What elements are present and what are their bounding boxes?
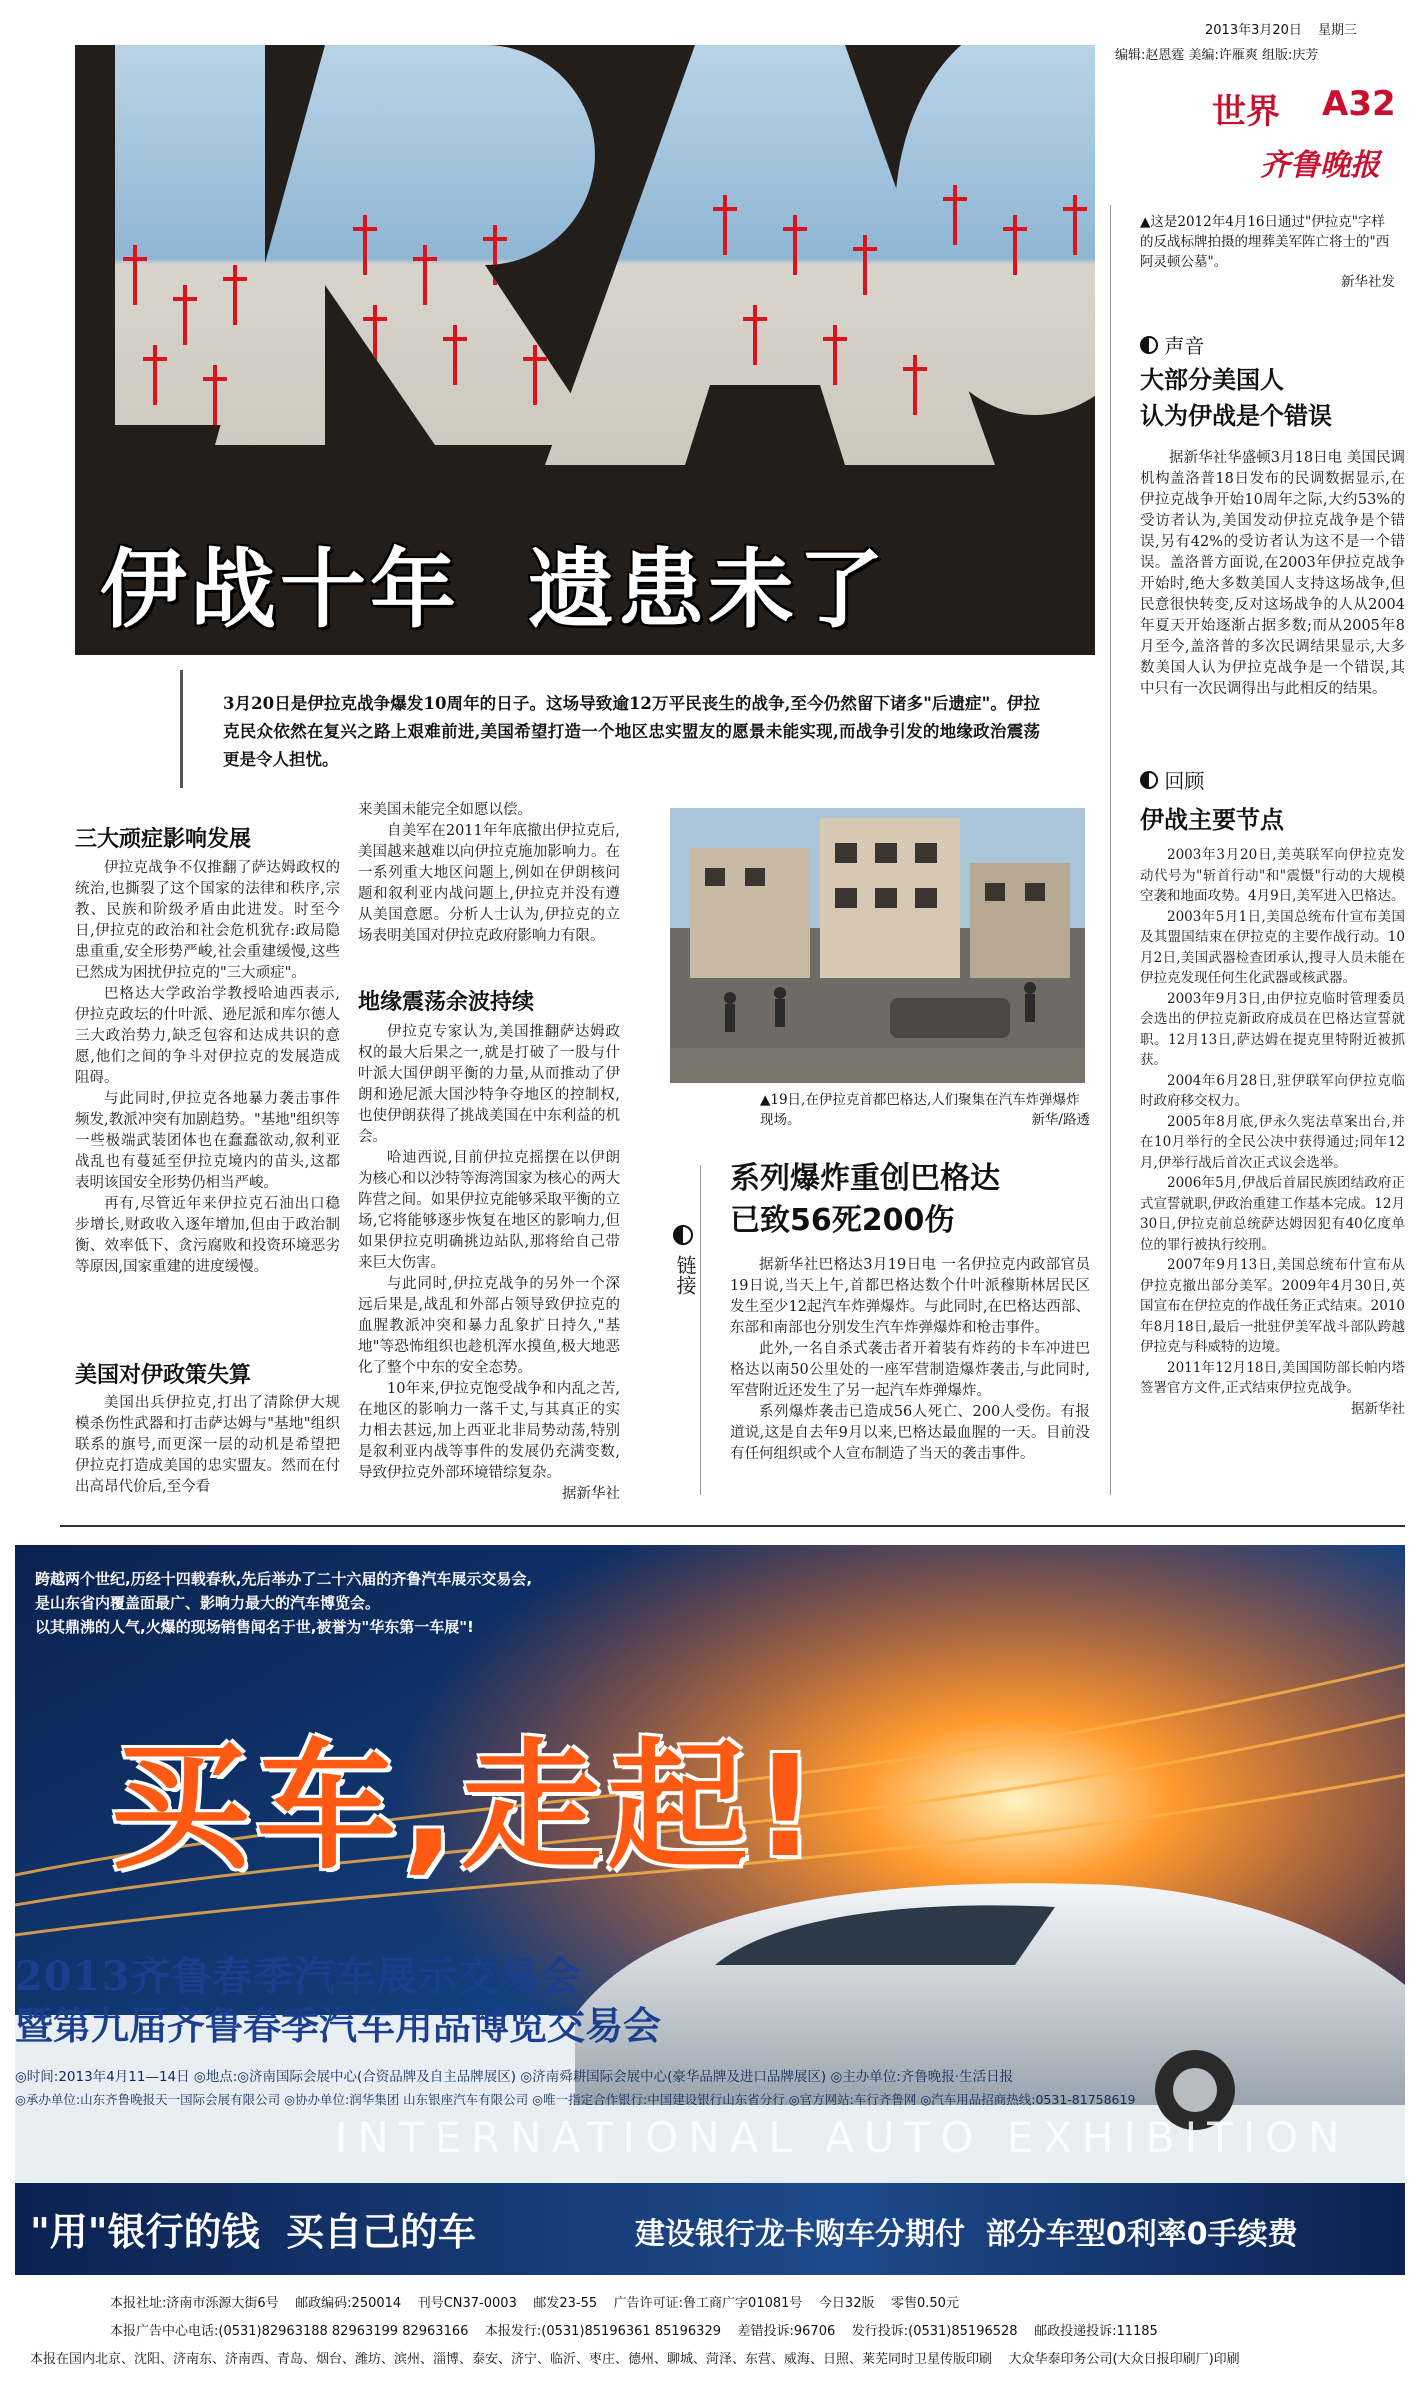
voice-tag-text: 声音 [1164,334,1205,358]
paragraph: 2006年5月,伊战后首届民族团结政府正式宣誓就职,伊政治重建工作基本完成。12月30日,伊拉克前总统萨达姆因犯有40亿度单位的罪行被执行绞刑。 [1140,1175,1405,1253]
ad-title-1: 2013齐鲁春季汽车展示交易会 [15,1953,582,2000]
lead-photo [75,45,1095,655]
paragraph: 再有,尽管近年来伊拉克石油出口稳步增长,财政收入逐年增加,但由于政治制衡、效率低下、贪污腐败和投资环境恶劣等原因,国家重建的进度缓慢。 [75,1196,340,1275]
footer [30,2290,1400,2374]
paragraph: 2003年3月20日,美英联军向伊拉克发动代号为"斩首行动"和"震慑"行动的大规模空袭和地面攻势。4月9日,美军进入巴格达。 [1140,847,1405,904]
paragraph: 系列爆炸袭击已造成56人死亡、200人受伤。有报道说,这是自去年9月以来,巴格达最血腥的一天。目前没有任何组织或个人宣布制造了当天的袭击事件。 [730,1404,1090,1462]
photo2-credit: 新华/路透 [1031,1112,1090,1128]
voice-headline [1140,362,1332,434]
paragraph: 据新华社华盛顿3月18日电 美国民调机构盖洛普18日发布的民调数据显示,在伊拉克战争开始10周年之际,大约53%的受访者认为,美国发动伊拉克战争是个错误,另有42%的受访者认为这不是一个错误。盖洛普方面说,在2003年伊拉克战争开始时,绝大多数美国人支持这场战争,但民意很快转变,反对这场战争的人从2004年夏天开始逐渐占据多数;而从2005年8月至今,盖洛普的多次民调结果显示,大多数美国人认为伊拉克战争是一个错误,其中只有一次民调得出与此相反的结果。 [1140,450,1405,697]
paragraph: 2005年8月底,伊永久宪法草案出台,并在10月举行的全民公决中获得通过;同年12月,伊举行战后首次正式议会选举。 [1140,1113,1405,1171]
masthead-date [1205,22,1405,39]
review-icon [1140,771,1158,789]
paragraph: 10年来,伊拉克饱受战争和内乱之苦,在地区的影响力一落千丈,与其真正的实力相去甚远,加上西亚北非局势动荡,特别是叙利亚内战等事件的发展仍充满变数,导致伊拉克外部环境错综复杂。 [358,1381,620,1481]
baghdad-photo-art [670,808,1085,1083]
lead-headline: 伊战十年 遗患未了 [100,540,888,640]
voice-tag [1140,330,1204,359]
paragraph: 据新华社巴格达3月19日电 一名伊拉克内政部官员19日说,当天上午,首都巴格达数个什叶派穆斯林居民区发生至少12起汽车炸弹爆炸。与此同时,在巴格达西部、东部和南部也分别发生汽车炸弹爆炸和枪击事件。 [730,1257,1090,1336]
link-text [730,1255,1090,1465]
paragraph: 2004年6月28日,驻伊联军向伊拉克临时政府移交权力。 [1140,1072,1405,1109]
ad-intro-line: 以其鼎沸的人气,火爆的现场销售闻名于世,被誉为"华东第一车展"! [35,1618,474,1636]
link-headline-1: 系列爆炸重创巴格达 [730,1161,1000,1196]
baghdad-photo [670,808,1085,1083]
link-divider [700,1165,701,1495]
ad-background-art [15,1545,1405,2275]
footer-line: 本报广告中心电话:(0531)82963188 82963199 82963166 本报发行:(0531)85196361 85196329 差错投诉:96706 发行投诉:(0531)85196528 邮政投递投诉:11185 [110,2324,1158,2339]
ad-bottom-right: 建设银行龙卡购车分期付 部分车型0利率0手续费 [635,2217,1298,2252]
intro-box [180,670,1060,788]
article-col1 [75,858,340,1278]
content-bottom-rule [60,1525,1405,1527]
weekday-text: 星期三 [1318,23,1358,38]
review-credit: 据新华社 [1351,1400,1405,1417]
link-icon [673,1225,693,1245]
voice-headline-1: 大部分美国人 [1140,366,1284,394]
subhead-geopolitics: 地缘震荡余波持续 [358,990,535,1015]
lead-caption-text: ▲这是2012年4月16日通过"伊拉克"字样的反战标牌拍摄的埋葬美军阵亡将士的"西阿灵顿公墓"。 [1140,214,1390,270]
paragraph: 来美国未能完全如愿以偿。 [358,802,532,818]
auto-show-ad [15,1545,1405,2275]
paragraph: 2011年12月18日,美国国防部长帕内塔签署官方文件,正式结束伊拉克战争。 [1140,1359,1405,1396]
column-divider [1110,205,1111,1495]
paragraph: 伊拉克战争不仅推翻了萨达姆政权的统治,也撕裂了这个国家的法律和秩序,宗教、民族和阶级矛盾由此进发。时至今日,伊拉克的政治和社会危机犹存:政局隐患重重,安全形势严峻,社会重建缓慢,这些已然成为困扰伊拉克的"三大顽症"。 [75,860,340,981]
subhead-three-problems: 三大顽症影响发展 [75,827,252,852]
link-label [672,1225,697,1295]
lead-caption-credit: 新华社发 [1341,274,1395,290]
paragraph: 伊拉克专家认为,美国推翻萨达姆政权的最大后果之一,就是打破了一股与什叶派大国伊朗平衡的力量,从而推动了伊朗和逊尼派大国沙特争夺地区的控制权,也使伊朗获得了挑战美国在中东利益的机会。 [358,1024,620,1145]
article-credit: 据新华社 [562,1486,620,1502]
paragraph: 与此同时,伊拉克各地暴力袭击事件频发,教派冲突有加剧趋势。"基地"组织等一些极端武装团体也在蠢蠢欲动,叙利亚战乱也有蔓延至伊拉克境内的苗头,这都表明该国安全形势仍相当严峻。 [75,1091,340,1191]
photo2-caption-text: ▲19日,在伊拉克首都巴格达,人们聚集在汽车炸弹爆炸现场。 [760,1092,1080,1128]
editors-line: 编辑:赵恩霆 美编:许雁爽 组版:庆芳 [1115,48,1319,63]
ad-slogan: 买车,走起! [110,1726,824,1889]
paragraph: 自美军在2011年年底撤出伊拉克后,美国越来越难以向伊拉克施加影响力。在一系列重大地区问题上,例如在伊朗核问题和叙利亚内战问题上,伊拉克并没有遵从美国意愿。分析人士认为,伊拉克的立场表明美国对伊拉克政府影响力有限。 [358,823,620,944]
voice-text [1140,448,1405,700]
ad-bottom-bar [15,2183,1405,2275]
ad-intro-line: 跨越两个世纪,历经十四载春秋,先后举办了二十六届的齐鲁汽车展示交易会, [35,1570,533,1588]
section-title: 世界 [1212,92,1280,132]
review-text [1140,845,1405,1419]
subhead-us-policy: 美国对伊政策失算 [75,1363,252,1388]
ad-watermark: INTERNATIONAL AUTO EXHIBITION [335,2113,1350,2162]
intro-text: 3月20日是伊拉克战争爆发10周年的日子。这场导致逾12万平民丧生的战争,至今仍然留下诸多"后遗症"。伊拉克民众依然在复兴之路上艰难前进,美国希望打造一个地区忠实盟友的愿景未能实现,而战争引发的地缘政治震荡更是令人担忧。 [223,694,1040,769]
ad-info-2: ◎承办单位:山东齐鲁晚报天一国际会展有限公司 ◎协办单位:润华集团 山东银座汽车有限公司 ◎唯一指定合作银行:中国建设银行山东省分行 ◎官方网站:车行齐鲁网 ◎汽车用品招商热线:0531-81758619 [15,2092,1136,2107]
date-text: 2013年3月20日 [1205,23,1302,38]
article-col2b [358,1022,620,1505]
link-label-text: 链接 [673,1255,697,1295]
paper-logo: 齐鲁晚报 [1260,148,1380,183]
photo2-caption [760,1090,1090,1130]
article-col2 [358,800,620,947]
voice-headline-2: 认为伊战是个错误 [1140,402,1332,430]
ad-bottom-left: "用"银行的钱 买自己的车 [30,2210,477,2254]
paragraph: 2003年5月1日,美国总统布什宣布美国及其盟国结束在伊拉克的主要作战行动。10月2日,美国武器检查团承认,搜寻人员未能在伊拉克发现任何生化武器或核武器。 [1140,908,1405,986]
ad-info-1: ◎时间:2013年4月11—14日 ◎地点:◎济南国际会展中心(合资品牌及自主品牌展区) ◎济南舜耕国际会展中心(豪华品牌及进口品牌展区) ◎主办单位:齐鲁晚报·生活日报 [15,2069,1014,2085]
paragraph: 与此同时,伊拉克战争的另外一个深远后果是,战乱和外部占领导致伊拉克的血腥教派冲突和暴力乱象扩日持久,"基地"等恐怖组织也趁机浑水摸鱼,极大地恶化了整个中东的安全态势。 [358,1276,620,1376]
ad-intro-line: 是山东省内覆盖面最广、影响力最大的汽车博览会。 [35,1594,381,1612]
link-headline [730,1158,1070,1242]
paragraph: 美国出兵伊拉克,打出了清除伊大规模杀伤性武器和打击萨达姆与"基地"组织联系的旗号,而更深一层的动机是希望把伊拉克打造成美国的忠实盟友。然而在付出高昂代价后,至今看 [75,1395,340,1495]
review-headline: 伊战主要节点 [1140,806,1284,834]
voice-icon [1140,336,1158,354]
footer-line: 本报在国内北京、沈阳、济南东、济南西、青岛、烟台、潍坊、滨州、淄博、泰安、济宁、临沂、枣庄、德州、聊城、菏泽、东营、威海、日照、莱芜同时卫星传版印刷 大众华泰印务公司(大众日报印刷厂)印刷 [30,2352,1240,2367]
ad-title-2: 暨第九届齐鲁春季汽车用品博览交易会 [15,2003,662,2048]
paragraph: 此外,一名自杀式袭击者开着装有炸药的卡车冲进巴格达以南50公里处的一座军营制造爆炸袭击,与此同时,军营附近还发生了另一起汽车炸弹爆炸。 [730,1341,1090,1399]
article-col1b [75,1393,340,1498]
paragraph: 2003年9月3日,由伊拉克临时管理委员会选出的伊拉克新政府成员在巴格达宣誓就职。12月13日,萨达姆在提克里特附近被抓获。 [1140,990,1405,1068]
page-number: A32 [1322,84,1396,124]
footer-line: 本报社址:济南市泺源大街6号 邮政编码:250014 刊号CN37-0003 邮发23-55 广告许可证:鲁工商广字01081号 今日32版 零售0.50元 [110,2296,959,2311]
paragraph: 哈迪西说,目前伊拉克摇摆在以伊朗为核心和以沙特等海湾国家为核心的两大阵营之间。如果伊拉克能够采取平衡的立场,它将能够逐步恢复在地区的影响力,但如果伊拉克明确挑边站队,那将给自己带来巨大伤害。 [358,1150,620,1271]
review-tag [1140,765,1204,794]
link-headline-2: 已致56死200伤 [730,1203,955,1238]
lead-caption [1140,212,1395,292]
review-tag-text: 回顾 [1164,769,1205,793]
ad-intro [35,1567,735,1639]
paragraph: 巴格达大学政治学教授哈迪西表示,伊拉克政坛的什叶派、逊尼派和库尔德人三大政治势力,缺乏包容和达成共识的意愿,他们之间的争斗对伊拉克的发展造成阻碍。 [75,986,340,1086]
paragraph: 2007年9月13日,美国总统布什宣布从伊拉克撤出部分美军。2009年4月30日,英国宣布在伊拉克的作战任务正式结束。2010年8月18日,最后一批驻伊美军战斗部队跨越伊拉克与科威特的边境。 [1140,1257,1405,1355]
